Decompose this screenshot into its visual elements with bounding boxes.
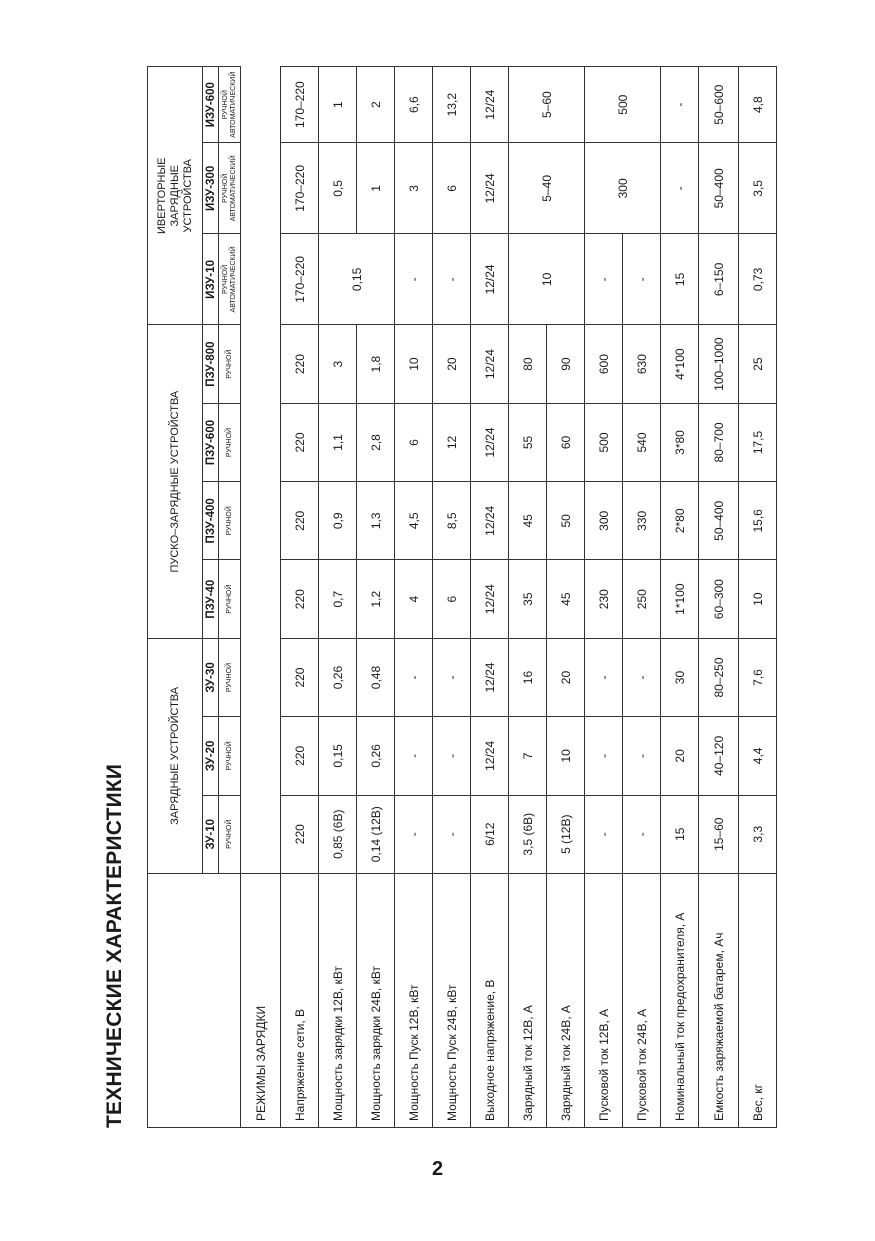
row-label: Мощность зарядки 12В, кВт (319, 873, 357, 1127)
row-label: Емкость заряжаемой батарем, Ач (699, 873, 739, 1127)
model-pzu600: ПЗУ-600 (203, 403, 219, 481)
cell-value: - (585, 638, 623, 716)
cell-value: 12/24 (471, 482, 509, 560)
cell-value: 1 (357, 143, 395, 234)
cell-value: 55 (509, 403, 547, 481)
model-zu10: ЗУ-10 (203, 795, 219, 873)
cell-value: 0,5 (319, 143, 357, 234)
mode-zu10: РУЧНОЙ (219, 795, 241, 873)
cell-value: 15 (661, 234, 699, 325)
cell-value: 0,14 (12В) (357, 795, 395, 873)
cell-value: 10 (395, 325, 433, 403)
row-label: Мощность зарядки 24В, кВт (357, 873, 395, 1127)
cell-value: 6 (395, 403, 433, 481)
cell-value: 90 (547, 325, 585, 403)
cell-value: 1,2 (357, 560, 395, 638)
table-row (433, 67, 471, 1128)
model-pzu800: ПЗУ-800 (203, 325, 219, 403)
cell-value: 45 (509, 482, 547, 560)
row-label: Зарядный ток 12В, А (509, 873, 547, 1127)
cell-value: 630 (623, 325, 661, 403)
table-row (699, 67, 739, 1128)
page-title: ТЕХНИЧЕСКИЕ ХАРАКТЕРИСТИКИ (103, 763, 126, 1128)
mode-pzu800: РУЧНОЙ (219, 325, 241, 403)
cell-value: 60–300 (699, 560, 739, 638)
cell-value: 16 (509, 638, 547, 716)
cell-value: 2*80 (661, 482, 699, 560)
cell-value: - (433, 638, 471, 716)
cell-value: 35 (509, 560, 547, 638)
model-izu300: ИЗУ-300 (203, 143, 219, 234)
model-zu20: ЗУ-20 (203, 717, 219, 795)
table-row (319, 67, 357, 1128)
cell-value: - (395, 717, 433, 795)
cell-value: 2 (357, 67, 395, 143)
cell-value: 220 (281, 325, 319, 403)
cell-value: 12 (433, 403, 471, 481)
cell-value: - (433, 234, 471, 325)
row-label: Выходное напряжение, В (471, 873, 509, 1127)
cell-value: - (395, 638, 433, 716)
cell-value: 170–220 (281, 143, 319, 234)
cell-value: 80–700 (699, 403, 739, 481)
cell-value: 500 (585, 403, 623, 481)
cell-value: 10 (739, 560, 777, 638)
row-label: Номинальный ток предохранителя, А (661, 873, 699, 1127)
cell-value: 80–250 (699, 638, 739, 716)
cell-value: 12/24 (471, 234, 509, 325)
table-row (395, 67, 433, 1128)
cell-value: 13,2 (433, 67, 471, 143)
cell-value: - (433, 795, 471, 873)
cell-value: 3 (319, 325, 357, 403)
cell-value: 0,26 (319, 638, 357, 716)
cell-value: 1,8 (357, 325, 395, 403)
mode-izu10: РУЧНОЙ АВТОМАТИЧЕСКИЙ (219, 234, 241, 325)
group-inverter: ИВЕРТОРНЫЕ ЗАРЯДНЫЕ УСТРОЙСТВА (148, 67, 203, 325)
cell-value: 5–40 (509, 143, 585, 234)
cell-value: 30 (661, 638, 699, 716)
cell-value: 10 (509, 234, 585, 325)
row-label: Мощность Пуск 12В, кВт (395, 873, 433, 1127)
row-label: Пусковой ток 12В, А (585, 873, 623, 1127)
cell-value: - (623, 717, 661, 795)
cell-value: 4 (395, 560, 433, 638)
table-row (585, 67, 623, 1128)
cell-value: 20 (433, 325, 471, 403)
spec-table (147, 66, 777, 1128)
cell-value: - (623, 795, 661, 873)
cell-value: 8,5 (433, 482, 471, 560)
cell-value: 540 (623, 403, 661, 481)
cell-value: - (395, 795, 433, 873)
cell-value: 1,3 (357, 482, 395, 560)
cell-value: 220 (281, 482, 319, 560)
cell-value: 0,26 (357, 717, 395, 795)
cell-value: 300 (585, 143, 661, 234)
cell-value: 5–60 (509, 67, 585, 143)
cell-value: 25 (739, 325, 777, 403)
cell-value: 330 (623, 482, 661, 560)
cell-value: 15–60 (699, 795, 739, 873)
cell-value: 0,73 (739, 234, 777, 325)
cell-value: 6 (433, 143, 471, 234)
cell-value: - (661, 67, 699, 143)
cell-value: 12/24 (471, 717, 509, 795)
cell-value: 1,1 (319, 403, 357, 481)
cell-value: 15 (661, 795, 699, 873)
cell-value: 45 (547, 560, 585, 638)
cell-value: 250 (623, 560, 661, 638)
cell-value: 4*100 (661, 325, 699, 403)
cell-value: 6/12 (471, 795, 509, 873)
mode-pzu40: РУЧНОЙ (219, 560, 241, 638)
spec-table-container (147, 66, 765, 1128)
cell-value: 220 (281, 403, 319, 481)
cell-value: 3,5 (739, 143, 777, 234)
model-izu600: ИЗУ-600 (203, 67, 219, 143)
cell-value: 6 (433, 560, 471, 638)
cell-value: 6,6 (395, 67, 433, 143)
cell-value: - (585, 717, 623, 795)
cell-value: 230 (585, 560, 623, 638)
cell-value: - (433, 717, 471, 795)
table-row (241, 67, 281, 1128)
mode-pzu600: РУЧНОЙ (219, 403, 241, 481)
mode-izu600: РУЧНОЙ АВТОМАТИЧЕСКИЙ (219, 67, 241, 143)
cell-value: 0,48 (357, 638, 395, 716)
row-label: РЕЖИМЫ ЗАРЯДКИ (241, 873, 281, 1127)
cell-value: - (623, 234, 661, 325)
cell-value: 50 (547, 482, 585, 560)
cell-value: 10 (547, 717, 585, 795)
cell-value: - (585, 234, 623, 325)
cell-value: 7,6 (739, 638, 777, 716)
cell-value: 60 (547, 403, 585, 481)
cell-value: 500 (585, 67, 661, 143)
cell-value: 220 (281, 717, 319, 795)
cell-value: 50–600 (699, 67, 739, 143)
group-charging: ЗАРЯДНЫЕ УСТРОЙСТВА (148, 638, 203, 873)
cell-value: 40–120 (699, 717, 739, 795)
cell-value: 7 (509, 717, 547, 795)
table-row (471, 67, 509, 1128)
cell-value: 12/24 (471, 143, 509, 234)
param-header-blank (148, 873, 241, 1127)
model-pzu400: ПЗУ-400 (203, 482, 219, 560)
model-izu10: ИЗУ-10 (203, 234, 219, 325)
cell-value: 600 (585, 325, 623, 403)
table-row (739, 67, 777, 1128)
cell-value: 1 (319, 67, 357, 143)
cell-value: 2,8 (357, 403, 395, 481)
cell-value: 170–220 (281, 234, 319, 325)
cell-value: 3 (395, 143, 433, 234)
model-zu30: ЗУ-30 (203, 638, 219, 716)
mode-zu20: РУЧНОЙ (219, 717, 241, 795)
cell-value: 6–150 (699, 234, 739, 325)
cell-value: 20 (661, 717, 699, 795)
cell-value: 0,15 (319, 234, 395, 325)
row-label: Вес, кг (739, 873, 777, 1127)
cell-value: - (395, 234, 433, 325)
cell-value: 17,5 (739, 403, 777, 481)
cell-value: 3,5 (6В) (509, 795, 547, 873)
mode-izu300: РУЧНОЙ АВТОМАТИЧЕСКИЙ (219, 143, 241, 234)
cell-value: 80 (509, 325, 547, 403)
mode-row-blank (241, 67, 281, 874)
row-label: Пусковой ток 24В, А (623, 873, 661, 1127)
cell-value: 4,4 (739, 717, 777, 795)
cell-value: 12/24 (471, 325, 509, 403)
cell-value: 12/24 (471, 403, 509, 481)
cell-value: 220 (281, 560, 319, 638)
table-row (661, 67, 699, 1128)
cell-value: 300 (585, 482, 623, 560)
cell-value: 50–400 (699, 143, 739, 234)
table-row (281, 67, 319, 1128)
cell-value: 12/24 (471, 638, 509, 716)
cell-value: 12/24 (471, 560, 509, 638)
group-start-charging: ПУСКО–ЗАРЯДНЫЕ УСТРОЙСТВА (148, 325, 203, 638)
cell-value: - (585, 795, 623, 873)
cell-value: 0,9 (319, 482, 357, 560)
table-row (357, 67, 395, 1128)
cell-value: 4,8 (739, 67, 777, 143)
model-pzu40: ПЗУ-40 (203, 560, 219, 638)
cell-value: 3,3 (739, 795, 777, 873)
cell-value: 50–400 (699, 482, 739, 560)
cell-value: 0,15 (319, 717, 357, 795)
cell-value: 4,5 (395, 482, 433, 560)
cell-value: 20 (547, 638, 585, 716)
cell-value: 15,6 (739, 482, 777, 560)
cell-value: 1*100 (661, 560, 699, 638)
mode-zu30: РУЧНОЙ (219, 638, 241, 716)
page-number: 2 (431, 1158, 444, 1180)
cell-value: 5 (12В) (547, 795, 585, 873)
cell-value: - (661, 143, 699, 234)
cell-value: 220 (281, 638, 319, 716)
cell-value: 170–220 (281, 67, 319, 143)
cell-value: 0,7 (319, 560, 357, 638)
cell-value: 3*80 (661, 403, 699, 481)
mode-pzu400: РУЧНОЙ (219, 482, 241, 560)
cell-value: 12/24 (471, 67, 509, 143)
row-label: Мощность Пуск 24В, кВт (433, 873, 471, 1127)
cell-value: 0,85 (6В) (319, 795, 357, 873)
table-row (509, 67, 547, 1128)
row-label: Зарядный ток 24В, А (547, 873, 585, 1127)
cell-value: 220 (281, 795, 319, 873)
row-label: Напряжение сети, В (281, 873, 319, 1127)
cell-value: - (623, 638, 661, 716)
cell-value: 100–1000 (699, 325, 739, 403)
